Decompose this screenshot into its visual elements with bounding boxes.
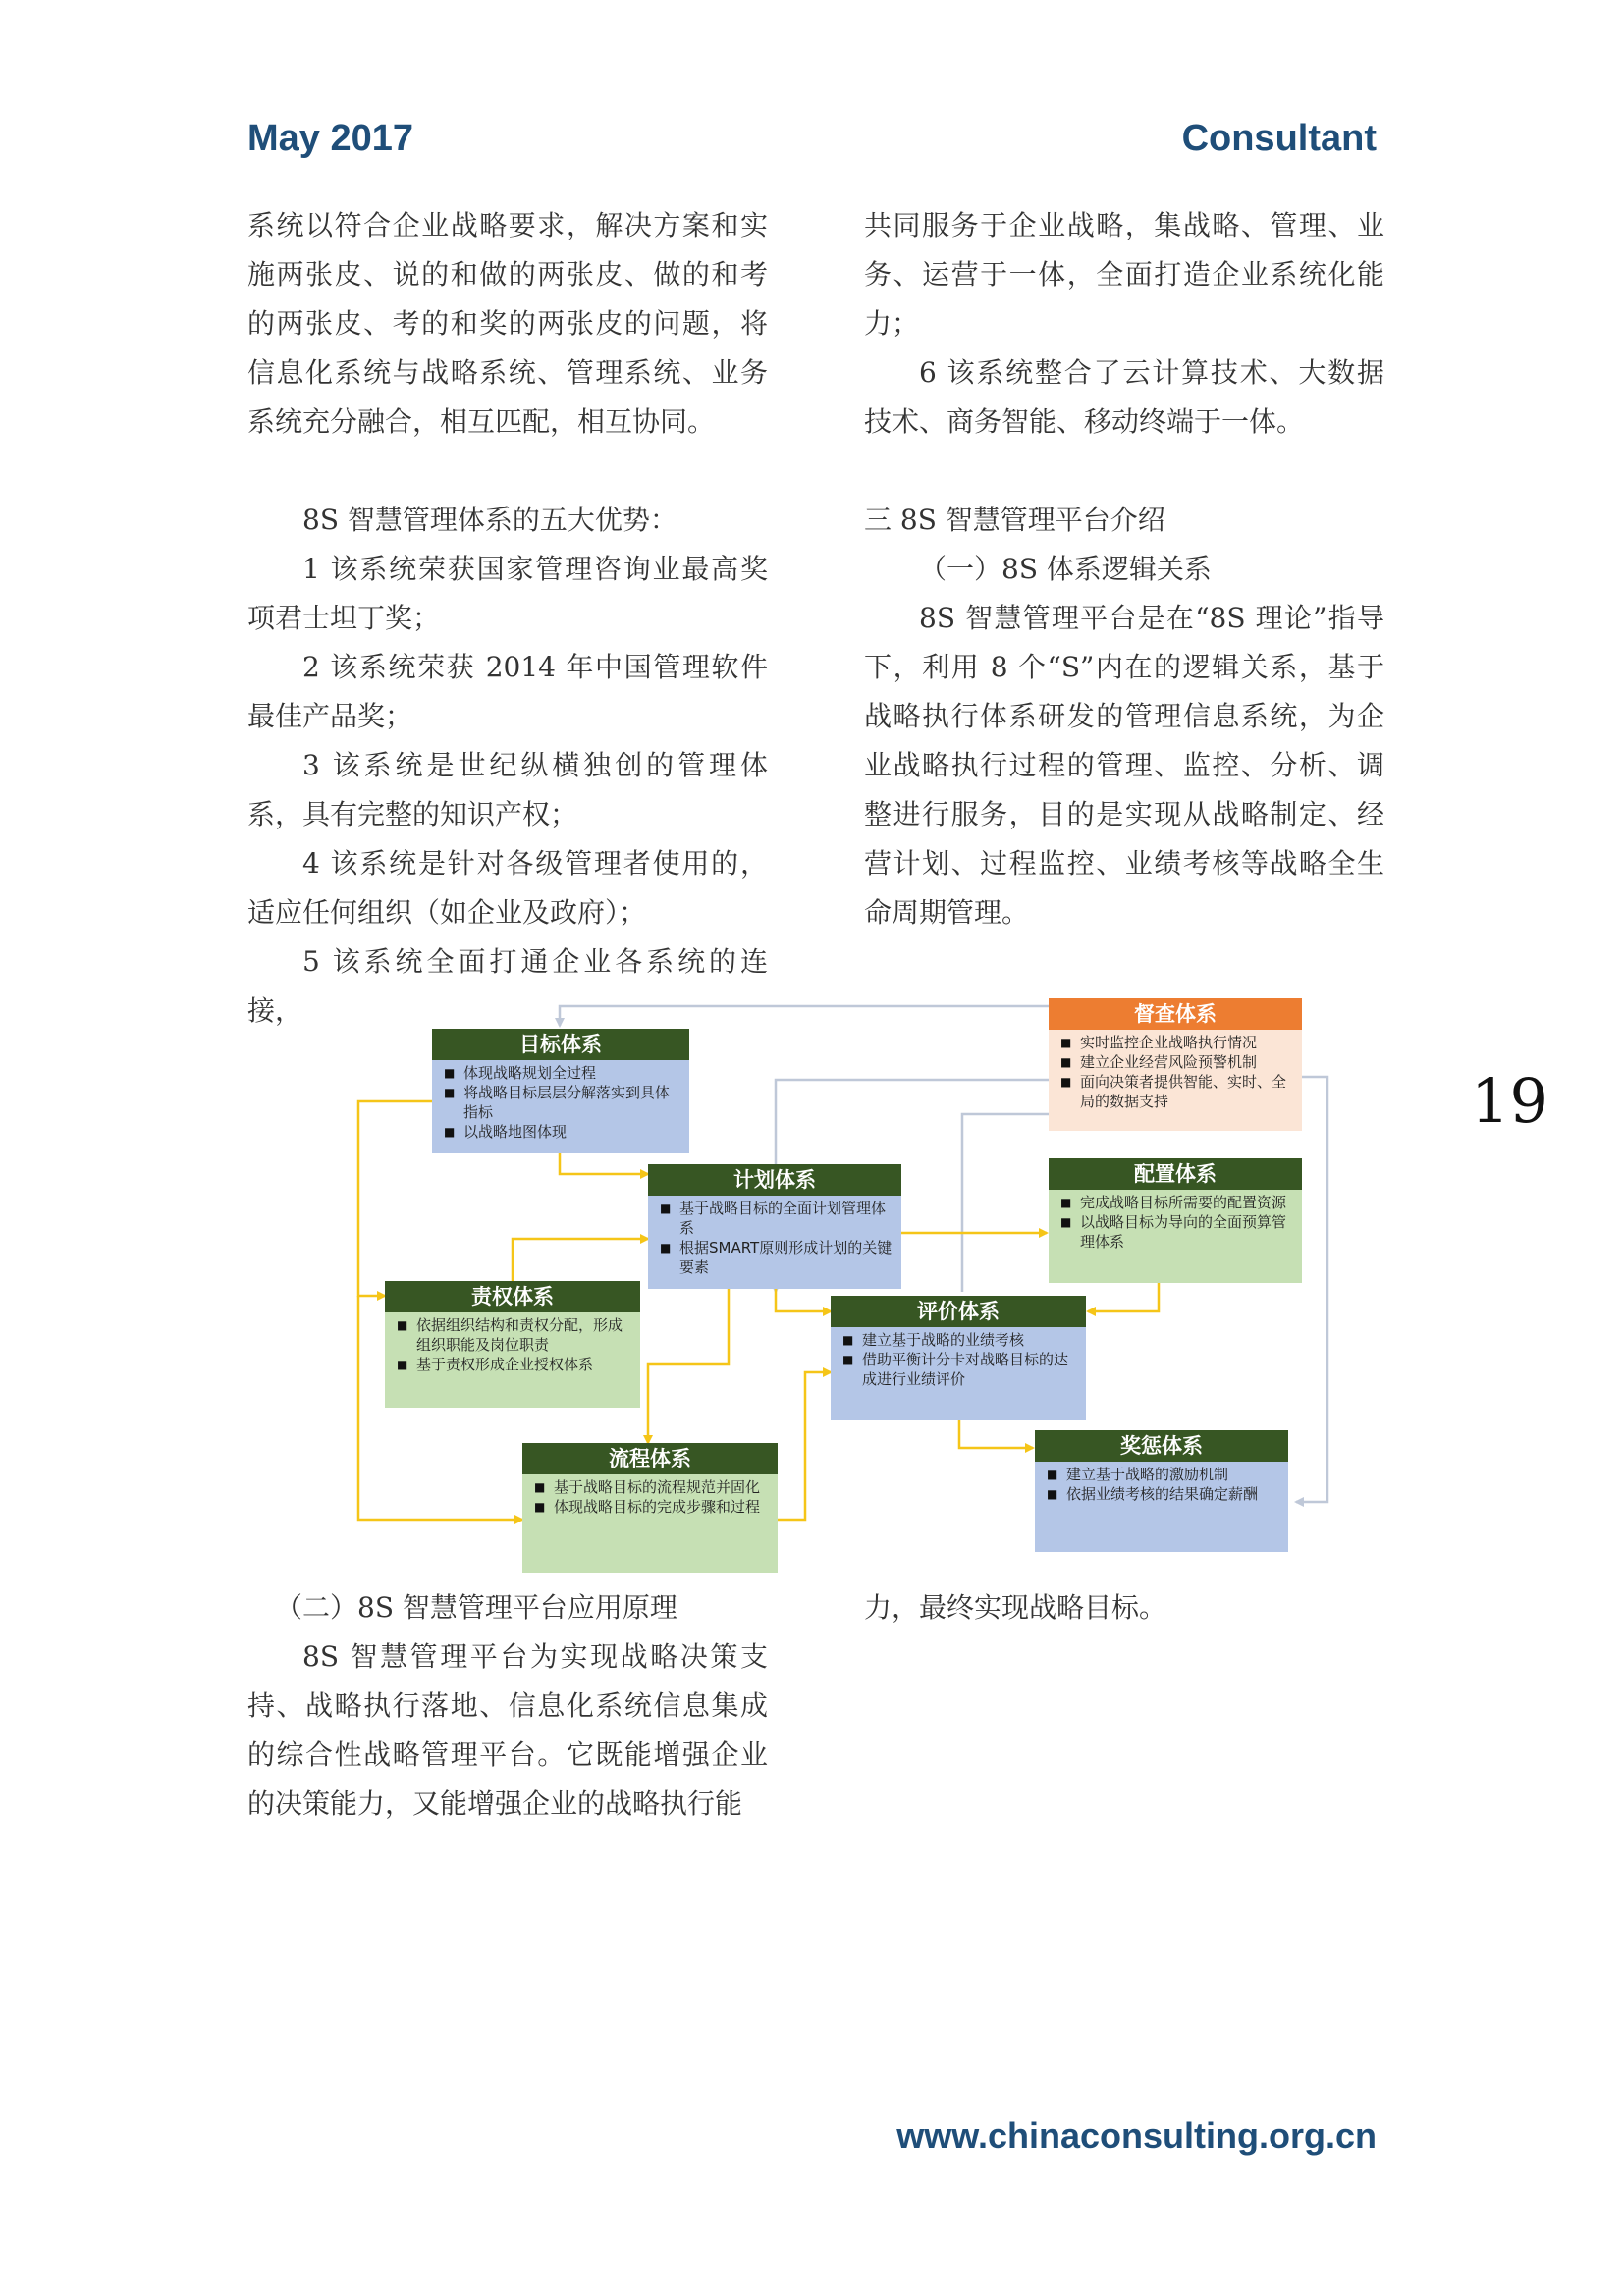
- advantage-item: 3 该系统是世纪纵横独创的管理体系，具有完整的知识产权；: [247, 749, 768, 830]
- left-column-bottom: [247, 1583, 768, 1829]
- box-title: 责权体系: [385, 1281, 640, 1312]
- advantage-item: 5 该系统全面打通企业各系统的连接，: [247, 945, 768, 1027]
- authority-system-box: [385, 1281, 640, 1401]
- section-heading: 三 8S 智慧管理平台介绍: [864, 504, 1165, 536]
- advantages-heading: 8S 智慧管理体系的五大优势：: [302, 504, 677, 536]
- box-item: ■ 实时监控企业战略执行情况: [1060, 1033, 1294, 1052]
- connector-goal-to-authority: [358, 1101, 432, 1296]
- reward-system-box: [1035, 1430, 1288, 1545]
- paragraph: 力，最终实现战略目标。: [864, 1591, 1167, 1624]
- supervise-system-box: [1049, 998, 1302, 1124]
- box-item: ■ 以战略目标为导向的全面预算管理体系: [1060, 1212, 1294, 1252]
- box-item: ■ 基于责权形成企业授权体系: [397, 1355, 632, 1374]
- connector-authority-to-plan: [513, 1239, 648, 1281]
- box-title: 配置体系: [1049, 1158, 1302, 1190]
- box-item: ■ 完成战略目标所需要的配置资源: [1060, 1193, 1294, 1212]
- box-item: ■ 以战略地图体现: [444, 1122, 681, 1142]
- connector-plan-to-process: [648, 1282, 729, 1443]
- left-column-top: [247, 201, 768, 1036]
- box-item: ■ 建立基于战略的激励机制: [1047, 1465, 1280, 1484]
- paragraph: 共同服务于企业战略，集战略、管理、业务、运营于一体，全面打造企业系统化能力；: [864, 209, 1384, 340]
- box-item: ■ 建立基于战略的业绩考核: [842, 1330, 1078, 1350]
- box-title: 督查体系: [1049, 998, 1302, 1030]
- footer-website-url: www.chinaconsulting.org.cn: [896, 2115, 1377, 2156]
- box-title: 流程体系: [522, 1443, 778, 1474]
- right-column-bottom: [864, 1583, 1384, 1632]
- box-item: ■ 体现战略规划全过程: [444, 1063, 681, 1083]
- box-item: ■ 体现战略目标的完成步骤和过程: [534, 1497, 770, 1517]
- header-date: May 2017: [247, 118, 414, 159]
- box-title: 奖惩体系: [1035, 1430, 1288, 1462]
- page-number: 19: [1471, 1065, 1548, 1137]
- right-column-top: [864, 201, 1384, 937]
- plan-system-box: [648, 1164, 901, 1282]
- config-system-box: [1049, 1158, 1302, 1276]
- process-system-box: [522, 1443, 778, 1566]
- box-title: 计划体系: [648, 1164, 901, 1196]
- paragraph: 8S 智慧管理平台是在“8S 理论”指导下，利用 8 个“S”内在的逻辑关系，基于战略执行体系研发的管理信息系统，为企业战略执行过程的管理、监控、分析、调整进行服务，目的是实现从战略制定、经营计划、过程监控、业绩考核等战略全生命周期管理。: [864, 602, 1384, 929]
- connector-process-to-evaluate: [776, 1372, 831, 1520]
- subsection-heading: （一）8S 体系逻辑关系: [919, 553, 1212, 585]
- box-item: ■ 借助平衡计分卡对战略目标的达成进行业绩评价: [842, 1350, 1078, 1389]
- box-item: ■ 依据组织结构和责权分配，形成组织职能及岗位职责: [397, 1315, 632, 1355]
- advantage-item: 1 该系统荣获国家管理咨询业最高奖项君士坦丁奖；: [247, 553, 768, 634]
- box-item: ■ 基于战略目标的全面计划管理体系: [660, 1199, 893, 1238]
- box-title: 目标体系: [432, 1029, 689, 1060]
- goal-system-box: [432, 1029, 689, 1147]
- box-item: ■ 依据业绩考核的结果确定薪酬: [1047, 1484, 1280, 1504]
- evaluate-system-box: [831, 1296, 1086, 1414]
- paragraph: 8S 智慧管理平台为实现战略决策支持、战略执行落地、信息化系统信息集成的综合性战略管理平台。它既能增强企业的决策能力，又能增强企业的战略执行能: [247, 1640, 768, 1820]
- connector-supervise-to-reward: [1296, 1077, 1327, 1502]
- advantage-item: 4 该系统是针对各级管理者使用的，适应任何组织（如企业及政府）；: [247, 847, 768, 929]
- box-title: 评价体系: [831, 1296, 1086, 1327]
- advantage-item: 2 该系统荣获 2014 年中国管理软件最佳产品奖；: [247, 651, 768, 732]
- box-item: ■ 将战略目标层层分解落实到具体指标: [444, 1083, 681, 1122]
- box-item: ■ 基于战略目标的流程规范并固化: [534, 1477, 770, 1497]
- box-item: ■ 建立企业经营风险预警机制: [1060, 1052, 1294, 1072]
- subsection-heading: （二）8S 智慧管理平台应用原理: [275, 1591, 677, 1624]
- paragraph: 系统以符合企业战略要求，解决方案和实施两张皮、说的和做的两张皮、做的和考的两张皮、考的和奖的两张皮的问题，将信息化系统与战略系统、管理系统、业务系统充分融合，相互匹配，相互协同。: [247, 209, 768, 438]
- advantage-item: 6 该系统整合了云计算技术、大数据技术、商务智能、移动终端于一体。: [864, 356, 1384, 438]
- header-magazine-name: Consultant: [1181, 118, 1377, 159]
- connector-supervise-to-config: [962, 1114, 1051, 1292]
- box-item: ■ 根据SMART原则形成计划的关键要素: [660, 1238, 893, 1277]
- box-item: ■ 面向决策者提供智能、实时、全局的数据支持: [1060, 1072, 1294, 1111]
